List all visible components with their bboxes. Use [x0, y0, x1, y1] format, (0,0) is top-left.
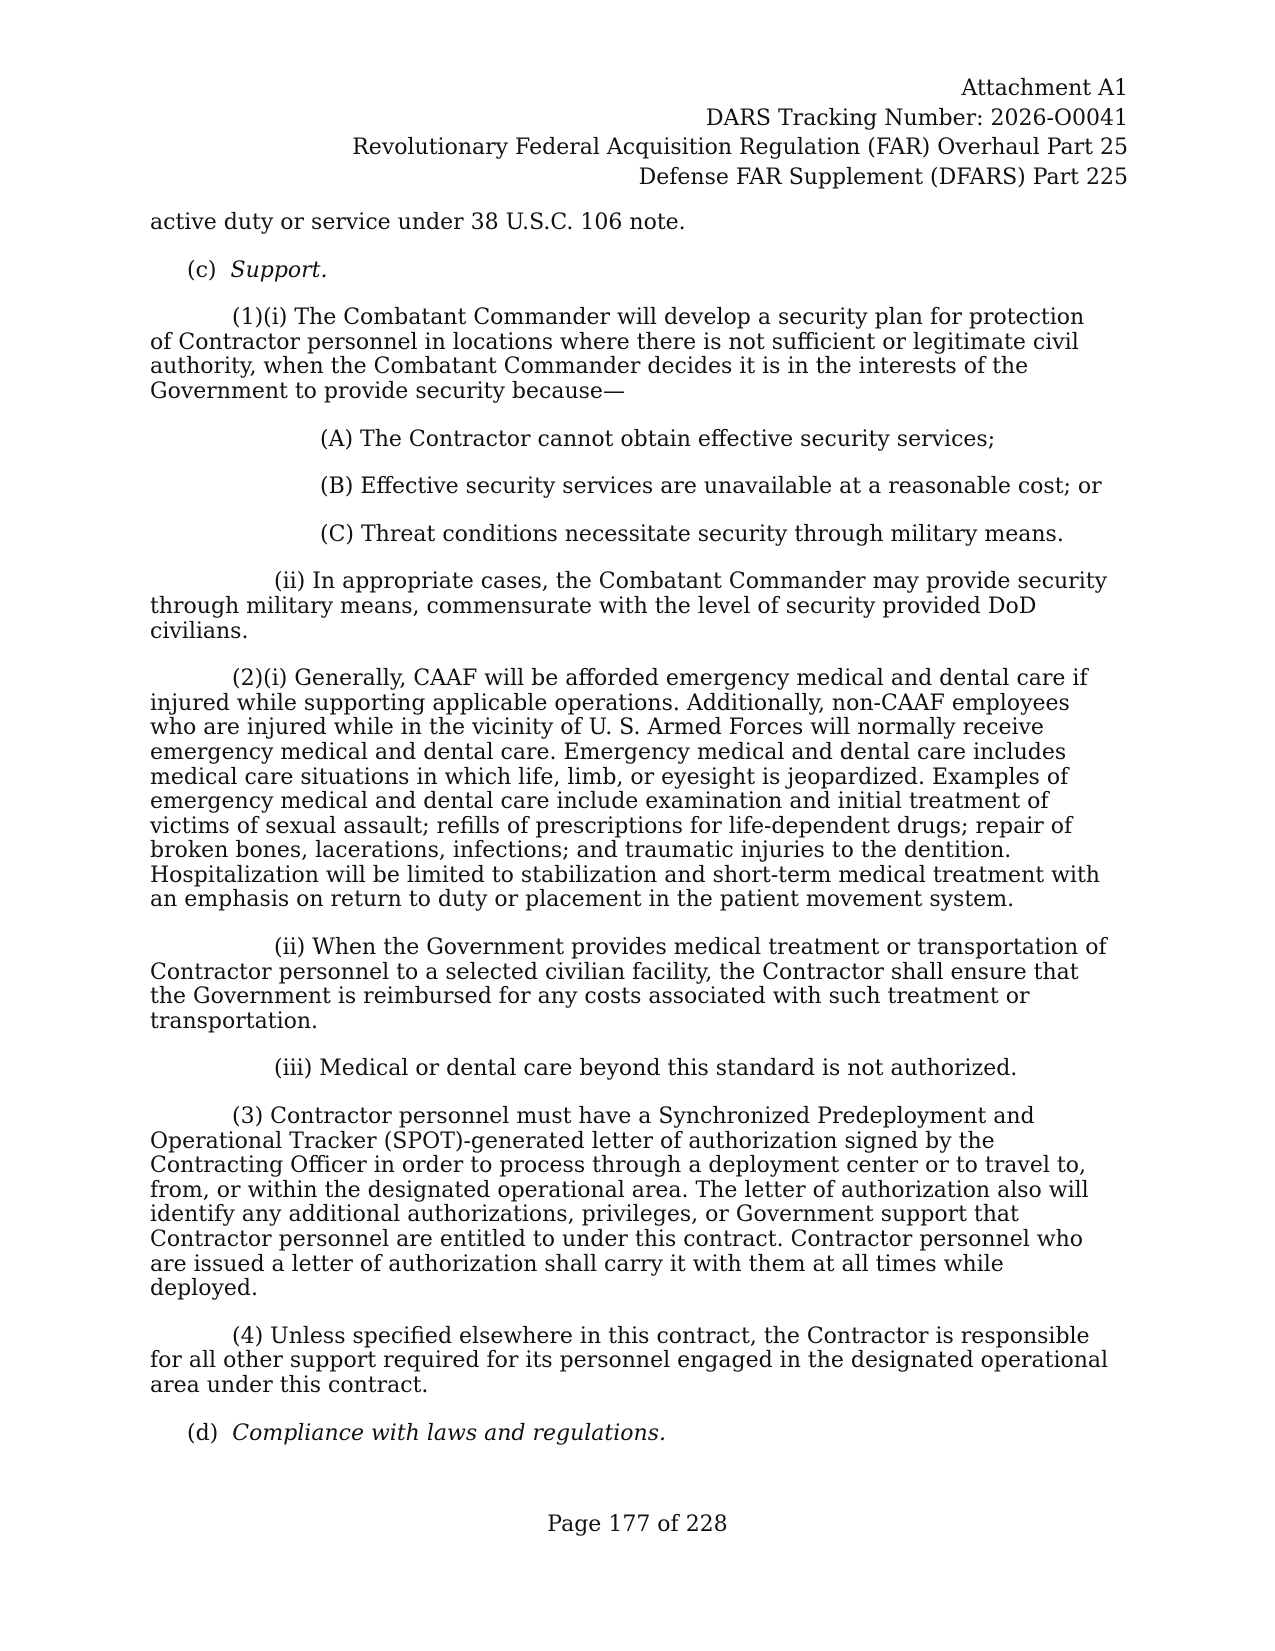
section-d-title: Compliance with laws and regulations. [232, 1420, 666, 1446]
document-body [150, 211, 1110, 1469]
section-d-label: (d) [187, 1420, 219, 1446]
list-item-a: (A) The Contractor cannot obtain effective security services; [320, 426, 996, 452]
page-header [228, 74, 1128, 192]
paragraph-c-2-ii: (ii) When the Government provides medical treatment or transportation of Contractor personnel to a selected civilian facility, the Contractor shall ensure that the Government is reimbursed for any costs associated with such treatment or transportation. [150, 935, 1107, 1034]
paragraph-c-3: (3) Contractor personnel must have a Synchronized Predeployment and Operational Tracker (SPOT)-generated letter of authorization signed by the Contracting Officer in order to process through a deployment center or to travel to, from, or within the designated operational area. The letter of authorization also will identify any additional authorizations, privileges, or Government support that Contractor personnel are entitled to under this contract. Contractor personnel who are issued a letter of authorization shall carry it with them at all times while deployed. [150, 1104, 1089, 1302]
paragraph-c-1-ii: (ii) In appropriate cases, the Combatant Commander may provide security through military means, commensurate with the level of security provided DoD civilians. [150, 569, 1108, 644]
paragraph-c-2-iii: (iii) Medical or dental care beyond this standard is not authorized. [274, 1056, 1018, 1082]
paragraph-c-4: (4) Unless specified elsewhere in this contract, the Contractor is responsible for all other support required for its personnel engaged in the designated operational area under this contract. [150, 1323, 1109, 1398]
section-c-title: Support. [230, 257, 328, 283]
header-dfars-part: Defense FAR Supplement (DFARS) Part 225 [638, 164, 1128, 190]
paragraph-c-1-i: (1)(i) The Combatant Commander will develop a security plan for protection of Contractor personnel in locations where there is not sufficient or legitimate civil authority, when the Combatant Commander decides it is in the interests of the Government to provide security because— [150, 305, 1085, 404]
header-tracking-number: DARS Tracking Number: 2026-O0041 [705, 105, 1128, 131]
section-d-heading [150, 1422, 1110, 1447]
section-c-label: (c) [187, 257, 217, 283]
list-item-b: (B) Effective security services are unavailable at a reasonable cost; or [320, 474, 1102, 500]
header-attachment: Attachment A1 [961, 76, 1128, 101]
paragraph-c-2-i: (2)(i) Generally, CAAF will be afforded emergency medical and dental care if injured while supporting applicable operations. Additionally, non-CAAF employees who are injured while in the vicinity of U. S. Armed Forces will normally receive emergency medical and dental care. Emergency medical and dental care includes medical care situations in which life, limb, or eyesight is jeopardized. Examples of emergency medical and dental care include examination and initial treatment of victims of sexual assault; refills of prescriptions for life-dependent drugs; repair of broken bones, lacerations, infections; and traumatic injuries to the dentition. Hospitalization will be limited to stabilization and short-term medical treatment with an emphasis on return to duty or placement in the patient movement system. [150, 666, 1100, 913]
page-number: Page 177 of 228 [547, 1512, 728, 1537]
paragraph-continuation: active duty or service under 38 U.S.C. 106 note. [150, 210, 686, 235]
section-c-heading [150, 259, 1110, 284]
list-item-c: (C) Threat conditions necessitate security through military means. [320, 521, 1064, 547]
header-far-part: Revolutionary Federal Acquisition Regulation (FAR) Overhaul Part 25 [352, 135, 1128, 160]
